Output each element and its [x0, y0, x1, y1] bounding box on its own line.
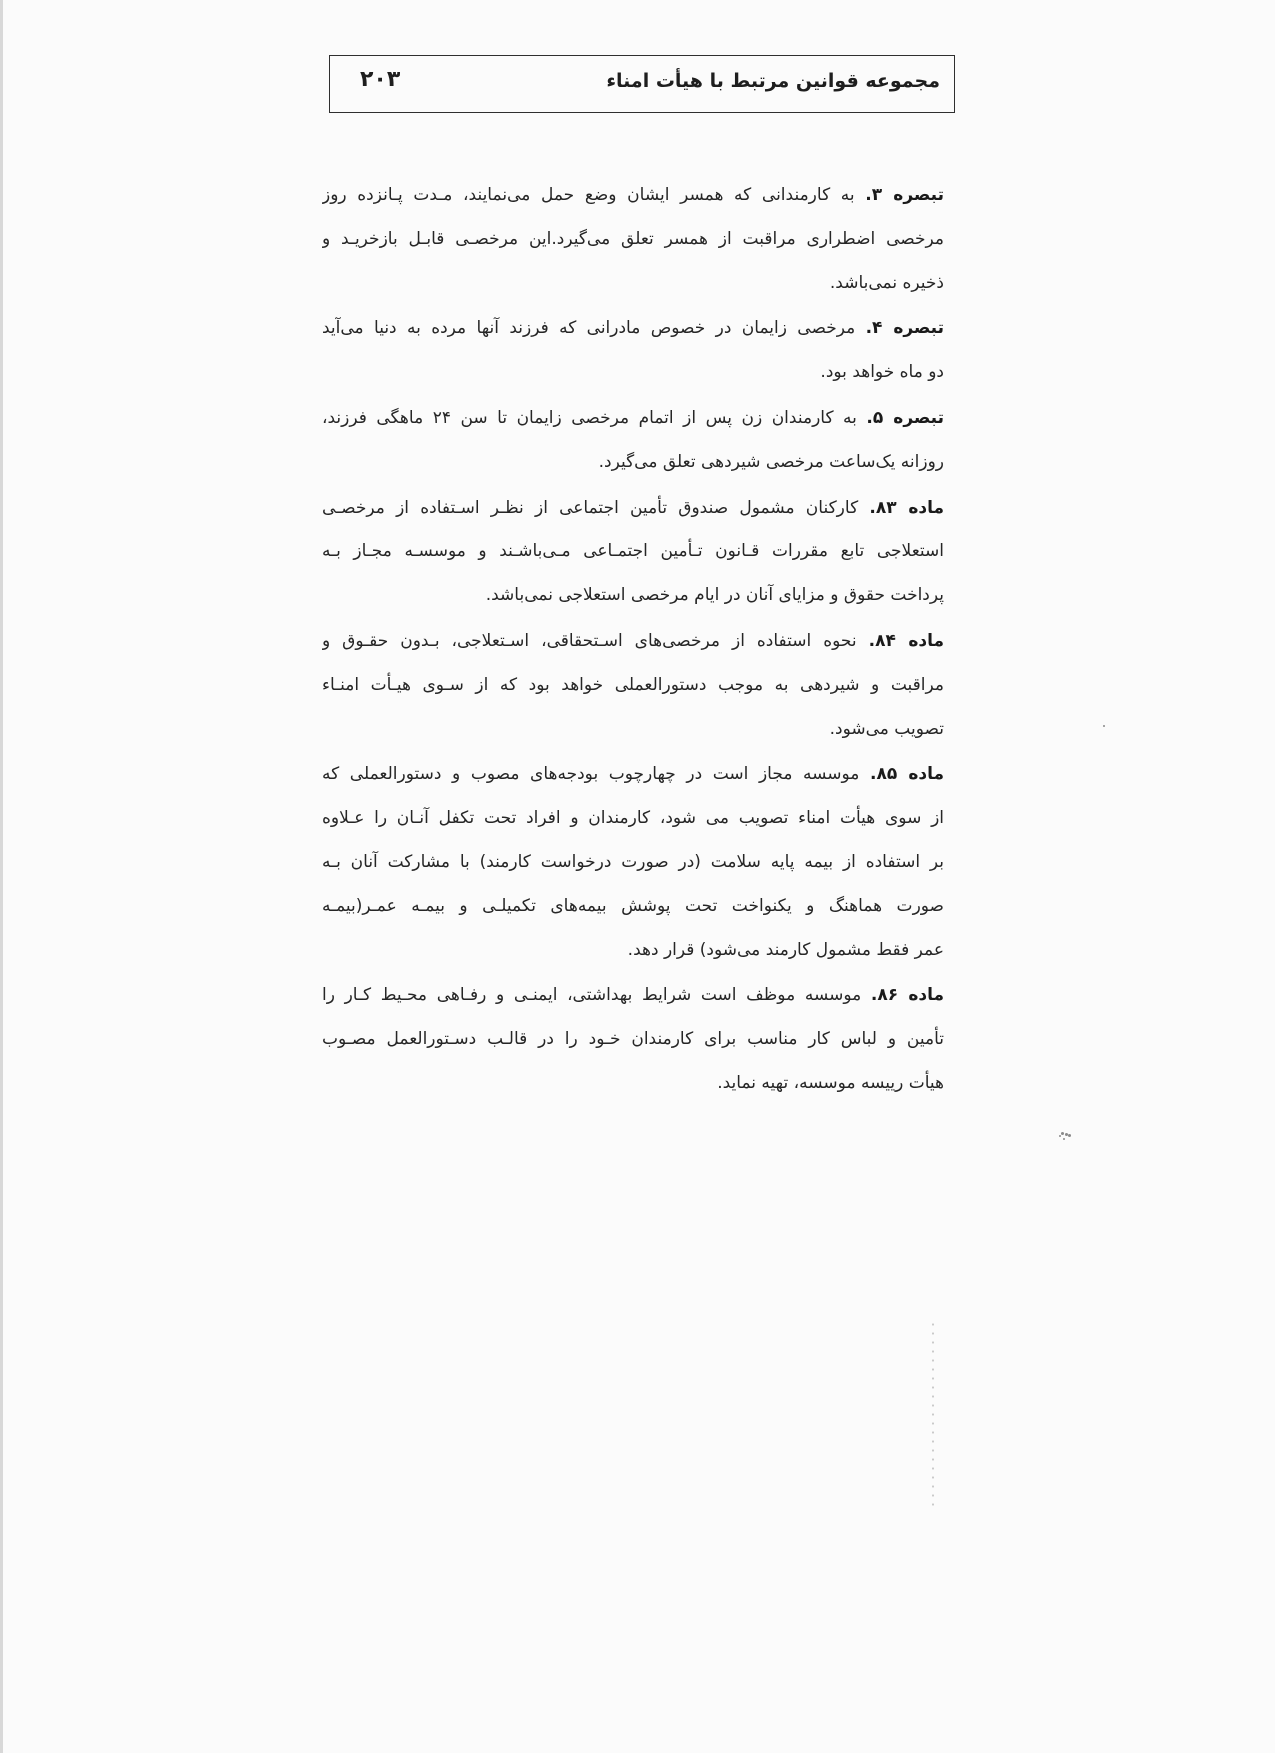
text-line: هیأت رییسه موسسه، تهیه نماید.	[717, 1072, 944, 1093]
text-line: مرخصی اضطراری مراقبت از همسر تعلق می‌گیرد.این مرخصـی قابـل بازخریـد و	[322, 228, 944, 249]
line-text: مرخصی زایمان در خصوص مادرانی که فرزند آنها مرده به دنیا می‌آید	[322, 318, 866, 339]
line-text: به کارمندانی که همسر ایشان وضع حمل می‌نمایند، مـدت پـانزده روز	[322, 185, 866, 205]
text-line	[322, 174, 944, 218]
text-line: استعلاجی تابع مقررات قـانون تـأمین اجتمـاعی مـی‌باشـند و موسسـه مجـاز بـه	[322, 541, 944, 562]
paragraph-article-85	[322, 753, 944, 972]
line-text: موسسه مجاز است در چهارچوب بودجه‌های مصوب و دستورالعملی که	[322, 764, 870, 785]
paragraph-label: ماده ۸۳.	[869, 497, 944, 518]
running-header	[329, 55, 955, 113]
text-line	[322, 753, 944, 797]
header-title: مجموعه قوانین مرتبط با هیأت امناء	[606, 70, 940, 92]
paragraph-label: ماده ۸۴.	[868, 630, 944, 651]
text-line: تأمین و لباس کار مناسب برای کارمندان خـود را در قالـب دسـتورالعمل مصـوب	[322, 1029, 944, 1050]
paragraph-label: تبصره ۳.	[865, 185, 944, 205]
page-number: ۲۰۳	[360, 67, 401, 92]
line-text: کارکنان مشمول صندوق تأمین اجتماعی از نظـر اسـتفاده از مرخصـی	[322, 497, 870, 518]
paragraph-label: ماده ۸۶.	[870, 985, 944, 1006]
line-text: نحوه استفاده از مرخصی‌های اسـتحقاقی، اسـتعلاجی، بـدون حقـوق و	[322, 630, 869, 651]
text-line: صورت هماهنگ و یکنواخت تحت پوشش بیمه‌های تکمیلـی و بیمـه عمـر(بیمـه	[322, 895, 944, 916]
paragraph-article-86	[322, 974, 944, 1105]
scan-speck	[1068, 1134, 1071, 1137]
line-text: به کارمندان زن پس از اتمام مرخصی زایمان تا سن ۲۴ ماهگی فرزند،	[322, 407, 867, 428]
text-line: تصویب می‌شود.	[829, 718, 944, 739]
paragraph-label: ماده ۸۵.	[870, 764, 944, 785]
text-line: پرداخت حقوق و مزایای آنان در ایام مرخصی استعلاجی نمی‌باشد.	[485, 585, 944, 606]
text-line: ذخیره نمی‌باشد.	[829, 272, 944, 293]
text-line	[322, 397, 944, 441]
text-line	[322, 620, 944, 664]
paragraph-label: تبصره ۵.	[866, 407, 944, 428]
text-line	[322, 307, 944, 351]
scan-speck	[1063, 1138, 1065, 1140]
text-line: مراقبت و شیردهی به موجب دستورالعملی خواهد بود که از سـوی هیـأت امنـاء	[322, 674, 944, 695]
text-line	[322, 974, 944, 1018]
paragraph-note-5	[322, 397, 944, 485]
scan-speck	[1061, 1132, 1064, 1135]
text-line: دو ماه خواهد بود.	[820, 362, 944, 383]
paragraph-article-84	[322, 620, 944, 751]
page-edge	[0, 0, 3, 1753]
text-line: روزانه یک‌ساعت مرخصی شیردهی تعلق می‌گیرد.	[598, 451, 944, 472]
text-line: از سوی هیأت امناء تصویب می شود، کارمندان و افراد تحت تکفل آنـان را عـلاوه	[322, 808, 944, 829]
paragraph-note-3	[322, 174, 944, 305]
scan-dot-column	[930, 1320, 936, 1510]
paragraph-note-4	[322, 307, 944, 395]
text-line: عمر فقط مشمول کارمند می‌شود) قرار دهد.	[627, 939, 944, 960]
body-text	[322, 174, 944, 1108]
line-text: موسسه موظف است شرایط بهداشتی، ایمنـی و رفـاهی محـیط کـار را	[322, 985, 871, 1006]
scan-speck	[1103, 725, 1105, 727]
text-line: بر استفاده از بیمه پایه سلامت (در صورت درخواست کارمند) با مشارکت آنان بـه	[322, 851, 944, 872]
scan-speck	[1059, 1135, 1061, 1137]
text-line	[322, 487, 944, 531]
paragraph-article-83	[322, 487, 944, 618]
paragraph-label: تبصره ۴.	[865, 318, 944, 339]
